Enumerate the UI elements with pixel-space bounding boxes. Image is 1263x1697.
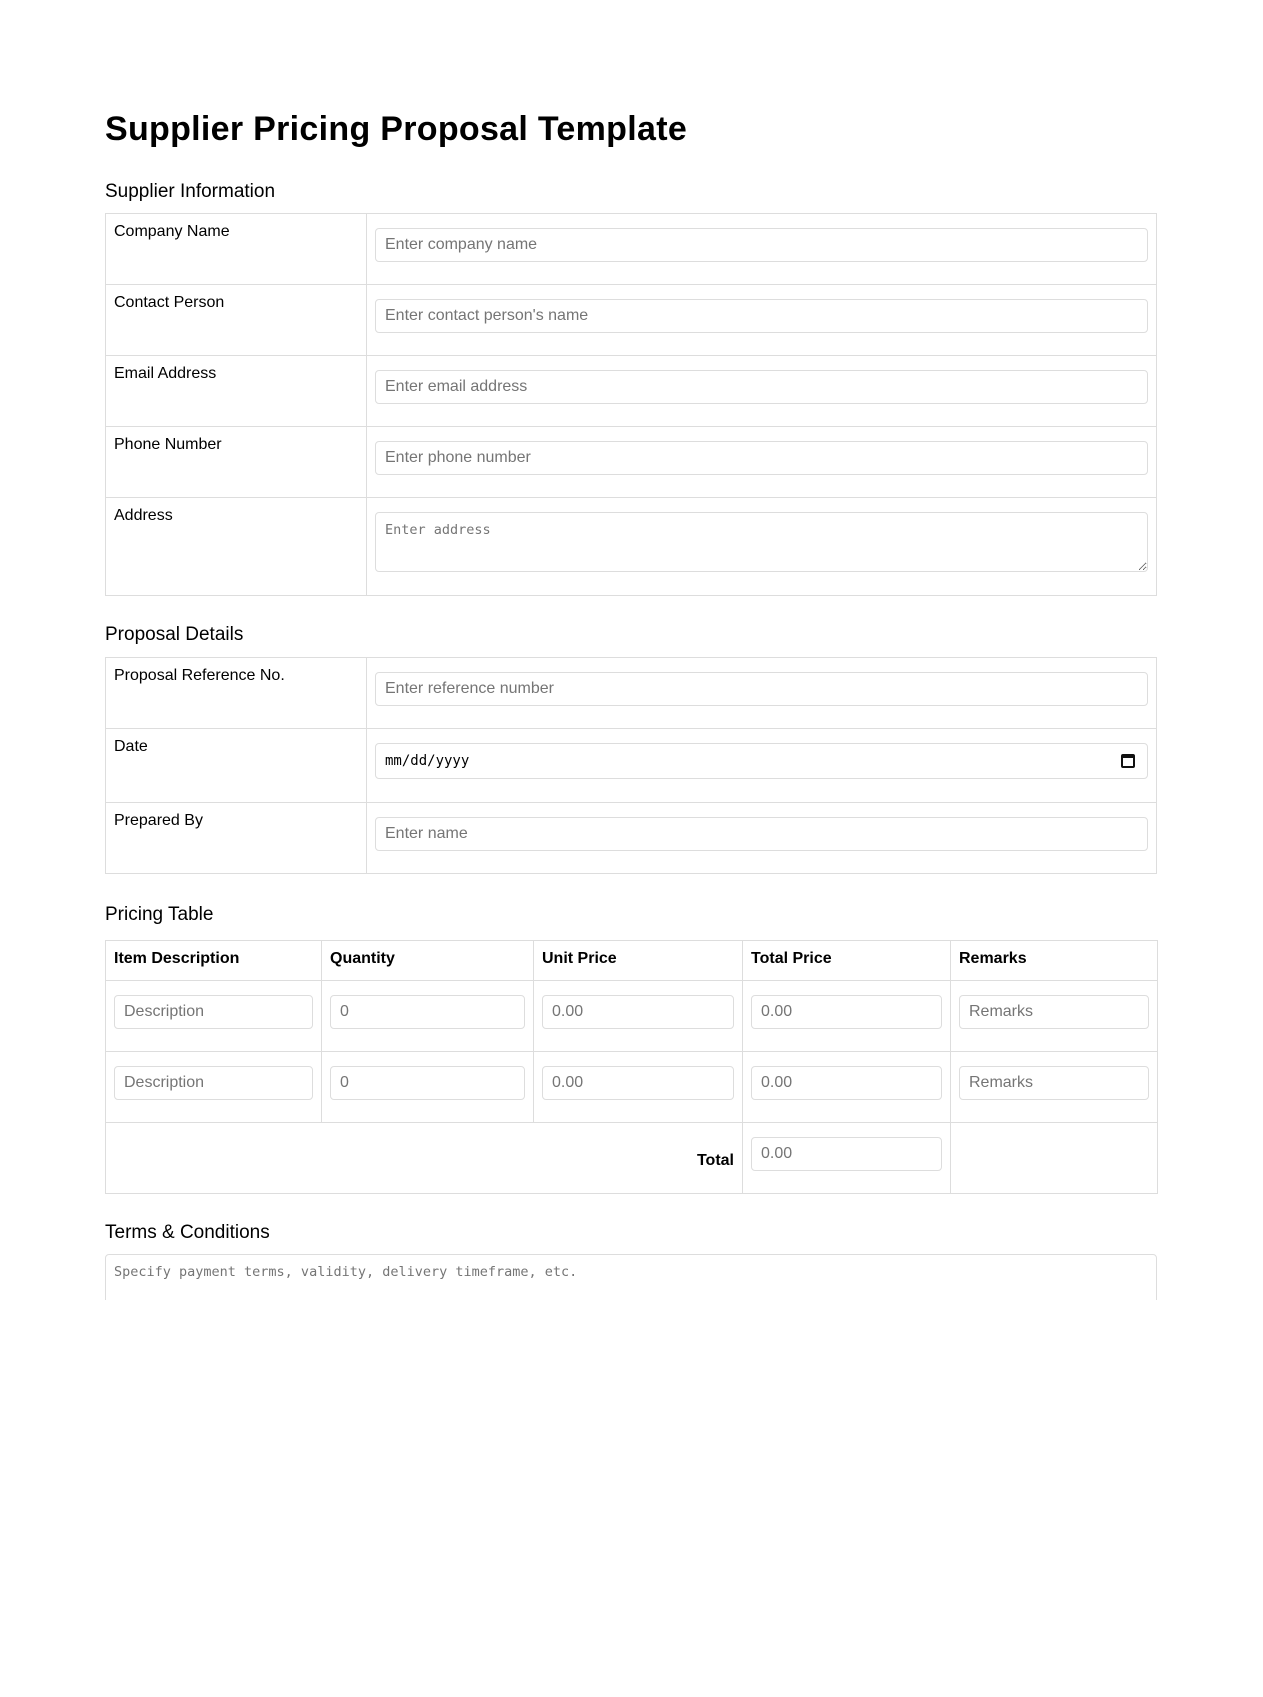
date-row xyxy=(106,729,1157,803)
page-title: Supplier Pricing Proposal Template xyxy=(105,110,688,148)
company-name-label: Company Name xyxy=(106,214,367,285)
calendar-icon[interactable] xyxy=(1121,754,1135,768)
date-placeholder: mm/dd/yyyy xyxy=(385,753,470,769)
total-row-empty-cell xyxy=(951,1123,1158,1194)
col-unit-price: Unit Price xyxy=(534,941,743,981)
unit-price-input[interactable] xyxy=(542,1066,734,1100)
remarks-input[interactable] xyxy=(959,1066,1149,1100)
table-row xyxy=(106,1052,1158,1123)
total-row xyxy=(106,1123,1158,1194)
proposal-details-heading: Proposal Details xyxy=(105,624,244,645)
reference-row xyxy=(106,658,1157,729)
address-label: Address xyxy=(106,498,367,596)
col-remarks: Remarks xyxy=(951,941,1158,981)
email-row xyxy=(106,356,1157,427)
email-label: Email Address xyxy=(106,356,367,427)
prepared-by-input[interactable] xyxy=(375,817,1148,851)
grand-total-input[interactable] xyxy=(751,1137,942,1171)
col-quantity: Quantity xyxy=(322,941,534,981)
total-price-input[interactable] xyxy=(751,1066,942,1100)
company-name-row xyxy=(106,214,1157,285)
email-input[interactable] xyxy=(375,370,1148,404)
terms-textarea[interactable] xyxy=(105,1254,1157,1300)
table-row xyxy=(106,981,1158,1052)
address-textarea[interactable] xyxy=(375,512,1148,572)
pricing-table-heading: Pricing Table xyxy=(105,904,214,925)
pricing-header-row xyxy=(106,941,1158,981)
supplier-info-heading: Supplier Information xyxy=(105,181,276,202)
contact-person-input[interactable] xyxy=(375,299,1148,333)
terms-heading: Terms & Conditions xyxy=(105,1222,270,1243)
prepared-by-label: Prepared By xyxy=(106,803,367,874)
quantity-input[interactable] xyxy=(330,995,525,1029)
phone-input[interactable] xyxy=(375,441,1148,475)
terms-container xyxy=(105,1254,1157,1300)
address-row xyxy=(106,498,1157,596)
item-description-input[interactable] xyxy=(114,995,313,1029)
col-item-description: Item Description xyxy=(106,941,322,981)
unit-price-input[interactable] xyxy=(542,995,734,1029)
proposal-details-table xyxy=(105,657,1157,874)
phone-row xyxy=(106,427,1157,498)
supplier-info-table xyxy=(105,213,1157,596)
contact-person-row xyxy=(106,285,1157,356)
phone-label: Phone Number xyxy=(106,427,367,498)
date-label: Date xyxy=(106,729,367,803)
company-name-input[interactable] xyxy=(375,228,1148,262)
remarks-input[interactable] xyxy=(959,995,1149,1029)
total-price-input[interactable] xyxy=(751,995,942,1029)
contact-person-label: Contact Person xyxy=(106,285,367,356)
prepared-by-row xyxy=(106,803,1157,874)
item-description-input[interactable] xyxy=(114,1066,313,1100)
quantity-input[interactable] xyxy=(330,1066,525,1100)
reference-label: Proposal Reference No. xyxy=(106,658,367,729)
reference-input[interactable] xyxy=(375,672,1148,706)
col-total-price: Total Price xyxy=(743,941,951,981)
pricing-table xyxy=(105,940,1158,1194)
total-label: Total xyxy=(106,1123,743,1194)
date-input[interactable] xyxy=(375,743,1148,779)
